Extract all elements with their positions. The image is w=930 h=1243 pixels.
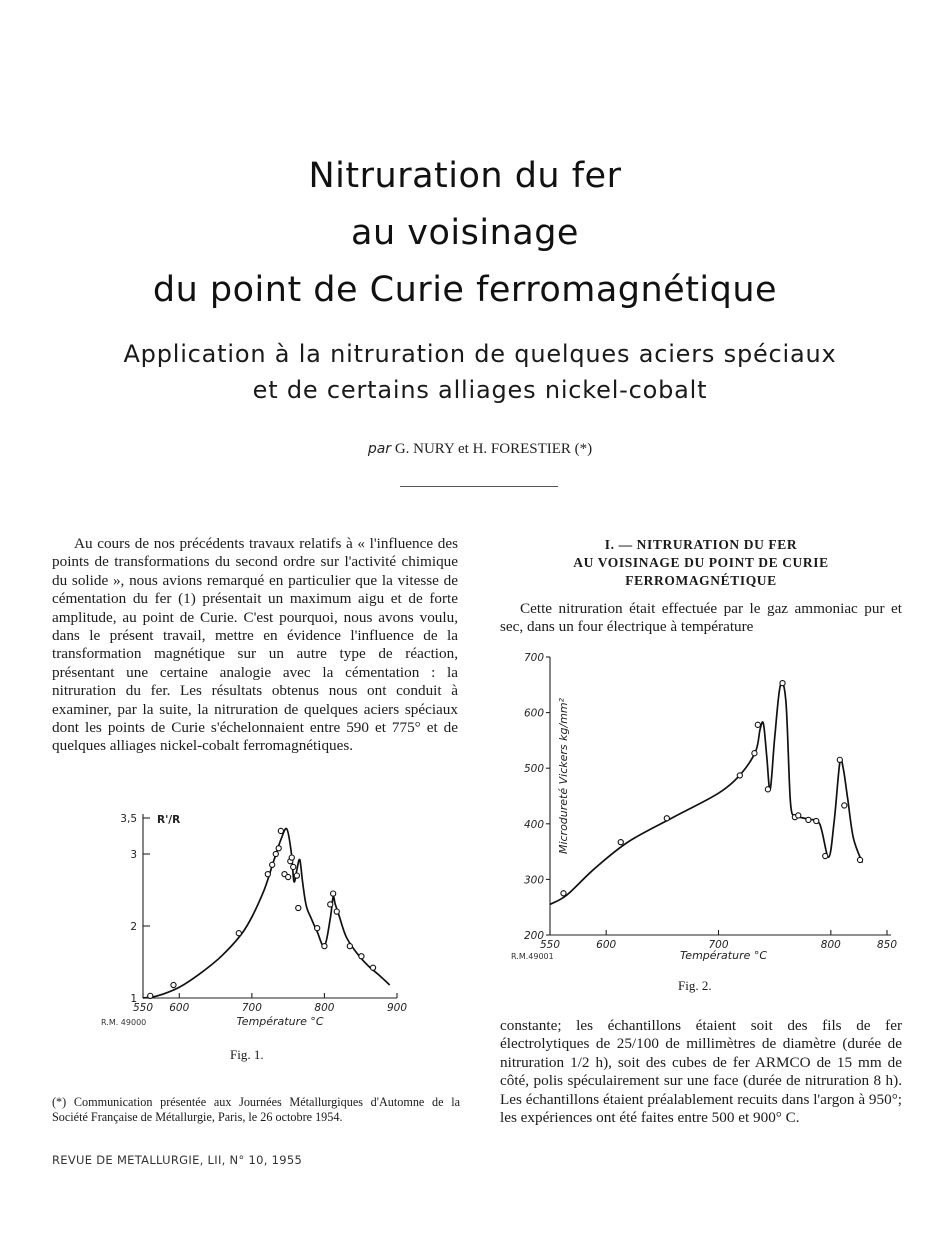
fig1-y-tick-label: 2 xyxy=(130,921,137,933)
authors-line xyxy=(0,441,930,458)
title-line-3: du point de Curie ferromagnétique xyxy=(152,270,778,310)
paper-title xyxy=(0,148,930,319)
fig1-data-point xyxy=(322,944,327,949)
figure-2-caption: Fig. 2. xyxy=(678,978,712,993)
section-heading-line-2: AU VOISINAGE DU POINT DE CURIE xyxy=(573,555,829,570)
fig1-data-point xyxy=(331,891,336,896)
fig2-y-tick-label: 600 xyxy=(523,707,544,720)
fig2-y-tick-label: 200 xyxy=(523,930,544,942)
fig1-curve xyxy=(143,829,390,998)
fig2-x-tick-label: 700 xyxy=(708,939,729,951)
fig2-y-tick-label: 700 xyxy=(523,652,544,664)
fig2-data-point xyxy=(765,787,770,792)
authors-names: G. NURY et H. FORESTIER (*) xyxy=(394,441,593,457)
subtitle-line-1: Application à la nitruration de quelques aciers spéciaux xyxy=(123,340,837,368)
fig2-y-tick-label: 400 xyxy=(523,818,544,831)
fig1-y-tick-label: 3,5 xyxy=(120,813,137,825)
fig2-data-point xyxy=(823,853,828,858)
figure-2-plot xyxy=(511,652,897,962)
fig2-x-label: Température °C xyxy=(679,949,768,962)
fig2-x-tick-label: 850 xyxy=(876,939,898,951)
fig2-x-tick-label: 600 xyxy=(596,939,617,951)
fig1-y-tick-label: 3 xyxy=(130,849,137,861)
fig1-data-point xyxy=(171,982,176,987)
fig1-data-point xyxy=(291,864,296,869)
title-line-2: au voisinage xyxy=(351,213,579,253)
fig1-data-point xyxy=(347,944,352,949)
fig2-data-point xyxy=(618,840,623,845)
fig1-data-point xyxy=(265,872,270,877)
fig2-data-point xyxy=(561,891,566,896)
fig1-x-tick-label: 900 xyxy=(386,1002,408,1014)
fig1-y-tick-label: 1 xyxy=(130,993,137,1005)
fig1-data-point xyxy=(294,873,299,878)
title-line-1: Nitruration du fer xyxy=(308,156,622,196)
fig2-data-point xyxy=(755,722,760,727)
section-heading-line-3: FERROMAGNÉTIQUE xyxy=(625,573,777,588)
fig2-y-tick-label: 300 xyxy=(523,874,544,887)
journal-reference: REVUE DE METALLURGIE, LII, N° 10, 1955 xyxy=(52,1153,303,1167)
fig1-data-point xyxy=(296,905,301,910)
fig1-data-point xyxy=(315,926,320,931)
fig1-data-point xyxy=(276,846,281,851)
fig2-x-tick-label: 800 xyxy=(820,939,841,951)
fig1-data-point xyxy=(328,902,333,907)
fig2-y-tick-label: 500 xyxy=(523,763,544,776)
fig1-x-label: Température °C xyxy=(236,1015,324,1028)
figure-1-chart xyxy=(95,800,415,1040)
fig1-data-point xyxy=(334,909,339,914)
fig1-data-point xyxy=(370,965,375,970)
fig2-ref: R.M.49001 xyxy=(511,952,554,961)
title-divider xyxy=(400,486,558,487)
fig2-data-point xyxy=(814,818,819,823)
fig2-curve xyxy=(550,683,862,904)
fig1-ref: R.M. 49000 xyxy=(101,1018,147,1027)
fig2-data-point xyxy=(842,803,847,808)
fig1-x-tick-label: 550 xyxy=(132,1002,154,1014)
intro-paragraph: Au cours de nos précédents travaux relatifs à « l'influence des points de transformations du second ordre sur l'activité chimique du solide », nous avions remarqué en particulier que la vitesse de cémentation du fer (1) présentait un maximum aigu et de forte amplitude, au point de Curie. C'est pourquoi, nous avons voulu, dans le présent travail, mettre en évidence l'influence de la transformation magnétique sur un autre type de réaction, présentant une certaine analogie avec la cémentation : la nitruration du fer. Les résultats obtenus nous ont conduit à examiner, par la suite, la nitruration de quelques aciers spéciaux dont les points de Curie s'échelonnaient entre 590 et 775° et de quelques alliages nickel-cobalt ferromagnétiques. xyxy=(52,535,458,755)
fig2-data-point xyxy=(737,773,742,778)
figure-1-plot xyxy=(101,813,407,1028)
section-heading xyxy=(500,536,902,590)
fig2-data-point xyxy=(857,857,862,862)
fig2-data-point xyxy=(752,751,757,756)
section-heading-line-1: I. — NITRURATION DU FER xyxy=(604,537,798,552)
fig1-y-label: R'/R xyxy=(157,814,181,826)
fig1-data-point xyxy=(289,855,294,860)
fig1-data-point xyxy=(236,931,241,936)
fig2-y-label: Microdureté Vickers kg/mm² xyxy=(557,697,570,855)
subtitle-line-2: et de certains alliages nickel-cobalt xyxy=(252,376,708,404)
section-paragraph-2: constante; les échantillons étaient soit des fils de fer électrolytiques de 25/100 de millimètres de diamètre (durée de nitruration 1/2 h), soit des cubes de fer ARMCO de 15 mm de côté, polis spéculairement sur une face (durée de nitruration 8 h). Les échantillons étaient préalablement recuits dans l'argon à 950°; les expériences ont été faites entre 500 et 900° C. xyxy=(500,1017,902,1127)
fig1-data-point xyxy=(359,954,364,959)
footnote: (*) Communication présentée aux Journées Métallurgiques d'Automne de la Société Française de Métallurgie, Paris, le 26 octobre 1954. xyxy=(52,1095,460,1124)
fig1-x-tick-label: 800 xyxy=(314,1002,335,1014)
fig1-data-point xyxy=(270,862,275,867)
fig2-data-point xyxy=(806,817,811,822)
fig2-data-point xyxy=(664,816,669,821)
fig1-x-tick-label: 600 xyxy=(169,1002,190,1014)
fig1-x-tick-label: 700 xyxy=(241,1002,262,1014)
fig2-x-tick-label: 550 xyxy=(539,939,561,951)
authors-prefix: par xyxy=(367,441,392,457)
fig1-data-point xyxy=(148,993,153,998)
fig1-data-point xyxy=(286,874,291,879)
section-paragraph-1: Cette nitruration était effectuée par le gaz ammoniac pur et sec, dans un four électrique à température xyxy=(500,600,902,636)
figure-1-caption: Fig. 1. xyxy=(230,1047,264,1062)
fig2-data-point xyxy=(837,757,842,762)
fig2-data-point xyxy=(796,813,801,818)
fig1-data-point xyxy=(273,851,278,856)
fig1-data-point xyxy=(278,828,283,833)
paper-subtitle xyxy=(0,336,930,408)
figure-2-chart xyxy=(505,645,905,970)
fig2-data-point xyxy=(780,681,785,686)
